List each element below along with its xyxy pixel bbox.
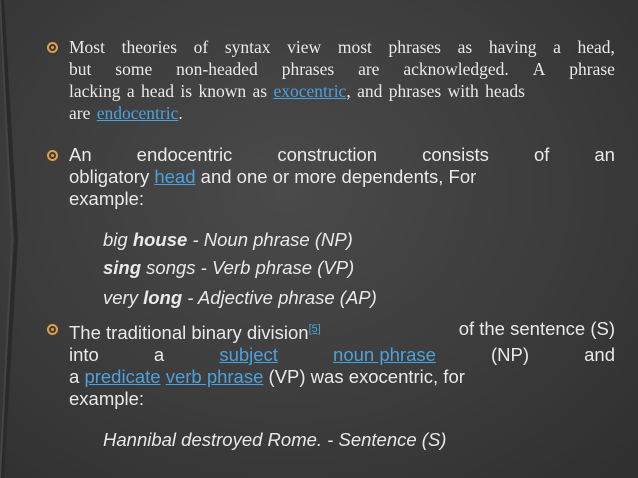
text-line xyxy=(69,166,615,188)
word: as xyxy=(457,37,473,57)
word: phrase xyxy=(569,59,615,79)
word: Most xyxy=(69,37,105,57)
text: and one or more dependents, For xyxy=(200,166,477,187)
bullet-icon xyxy=(47,324,58,335)
word: phrases xyxy=(281,59,335,79)
word: of xyxy=(533,144,550,165)
word: syntax xyxy=(224,37,271,57)
text: lacking a head is known as xyxy=(69,81,268,101)
word: some xyxy=(115,59,153,79)
text-line xyxy=(69,318,615,344)
text: are xyxy=(69,103,91,123)
head-link[interactable]: head xyxy=(154,166,196,187)
head-word: sing xyxy=(103,257,142,278)
example-sentence: Hannibal destroyed Rome. - Sentence (S) xyxy=(103,429,447,450)
text: big xyxy=(103,229,133,250)
word: (NP) xyxy=(491,344,530,365)
word: a xyxy=(153,344,165,365)
word: into xyxy=(69,344,99,365)
text: of the sentence (S) xyxy=(458,318,615,339)
word: of xyxy=(193,37,209,57)
verb-phrase-link[interactable]: verb phrase xyxy=(165,366,264,387)
word: are xyxy=(358,59,380,79)
exocentric-link[interactable]: exocentric xyxy=(273,81,347,101)
noun-phrase-link[interactable]: noun phrase xyxy=(333,344,436,365)
text-line xyxy=(69,344,615,366)
example-noun-phrase xyxy=(103,229,353,251)
text: - Noun phrase (NP) xyxy=(187,229,353,250)
text-line xyxy=(69,80,615,102)
text-line xyxy=(69,102,615,124)
text: . xyxy=(178,103,183,123)
word: phrases xyxy=(388,37,441,57)
text-line xyxy=(69,58,615,80)
text: (VP) was exocentric, for xyxy=(268,366,465,387)
word: acknowledged. xyxy=(403,59,509,79)
text-line xyxy=(69,144,615,166)
paragraph-headedness xyxy=(69,36,615,124)
text: - Adjective phrase (AP) xyxy=(182,287,377,308)
text-line xyxy=(69,366,615,388)
word: construction xyxy=(277,144,378,165)
example-adjective-phrase xyxy=(103,287,377,309)
head-word: long xyxy=(143,287,183,308)
text-line: example: xyxy=(69,188,145,209)
word: endocentric xyxy=(136,144,233,165)
word: non-headed xyxy=(176,59,258,79)
text: The traditional binary division xyxy=(69,322,309,343)
text: , and phrases with heads xyxy=(346,81,525,101)
text-span xyxy=(69,318,321,344)
word: view xyxy=(287,37,322,57)
word: and xyxy=(584,344,615,365)
word: An xyxy=(69,144,92,165)
paragraph-binary-division xyxy=(69,318,615,410)
text: very xyxy=(103,287,144,308)
word: most xyxy=(337,37,372,57)
example-verb-phrase xyxy=(103,257,354,279)
paragraph-endocentric xyxy=(69,144,615,210)
word: A xyxy=(532,59,546,79)
bullet-icon xyxy=(47,150,58,161)
predicate-link[interactable]: predicate xyxy=(84,366,161,387)
word: a xyxy=(69,366,80,387)
citation-link[interactable]: [5] xyxy=(308,323,321,335)
subject-link[interactable]: subject xyxy=(219,344,278,365)
word: theories xyxy=(121,37,178,57)
word: consists xyxy=(422,144,489,165)
text-line: example: xyxy=(69,388,145,409)
text-line xyxy=(69,36,615,58)
text: obligatory xyxy=(69,166,150,187)
head-word: house xyxy=(132,229,188,250)
endocentric-link[interactable]: endocentric xyxy=(96,103,179,123)
word: an xyxy=(594,144,615,165)
word: but xyxy=(69,59,92,79)
text: songs - Verb phrase (VP) xyxy=(141,257,355,278)
word: head, xyxy=(577,37,615,57)
bullet-icon xyxy=(47,42,58,53)
word: a xyxy=(553,37,561,57)
word: having xyxy=(488,37,537,57)
